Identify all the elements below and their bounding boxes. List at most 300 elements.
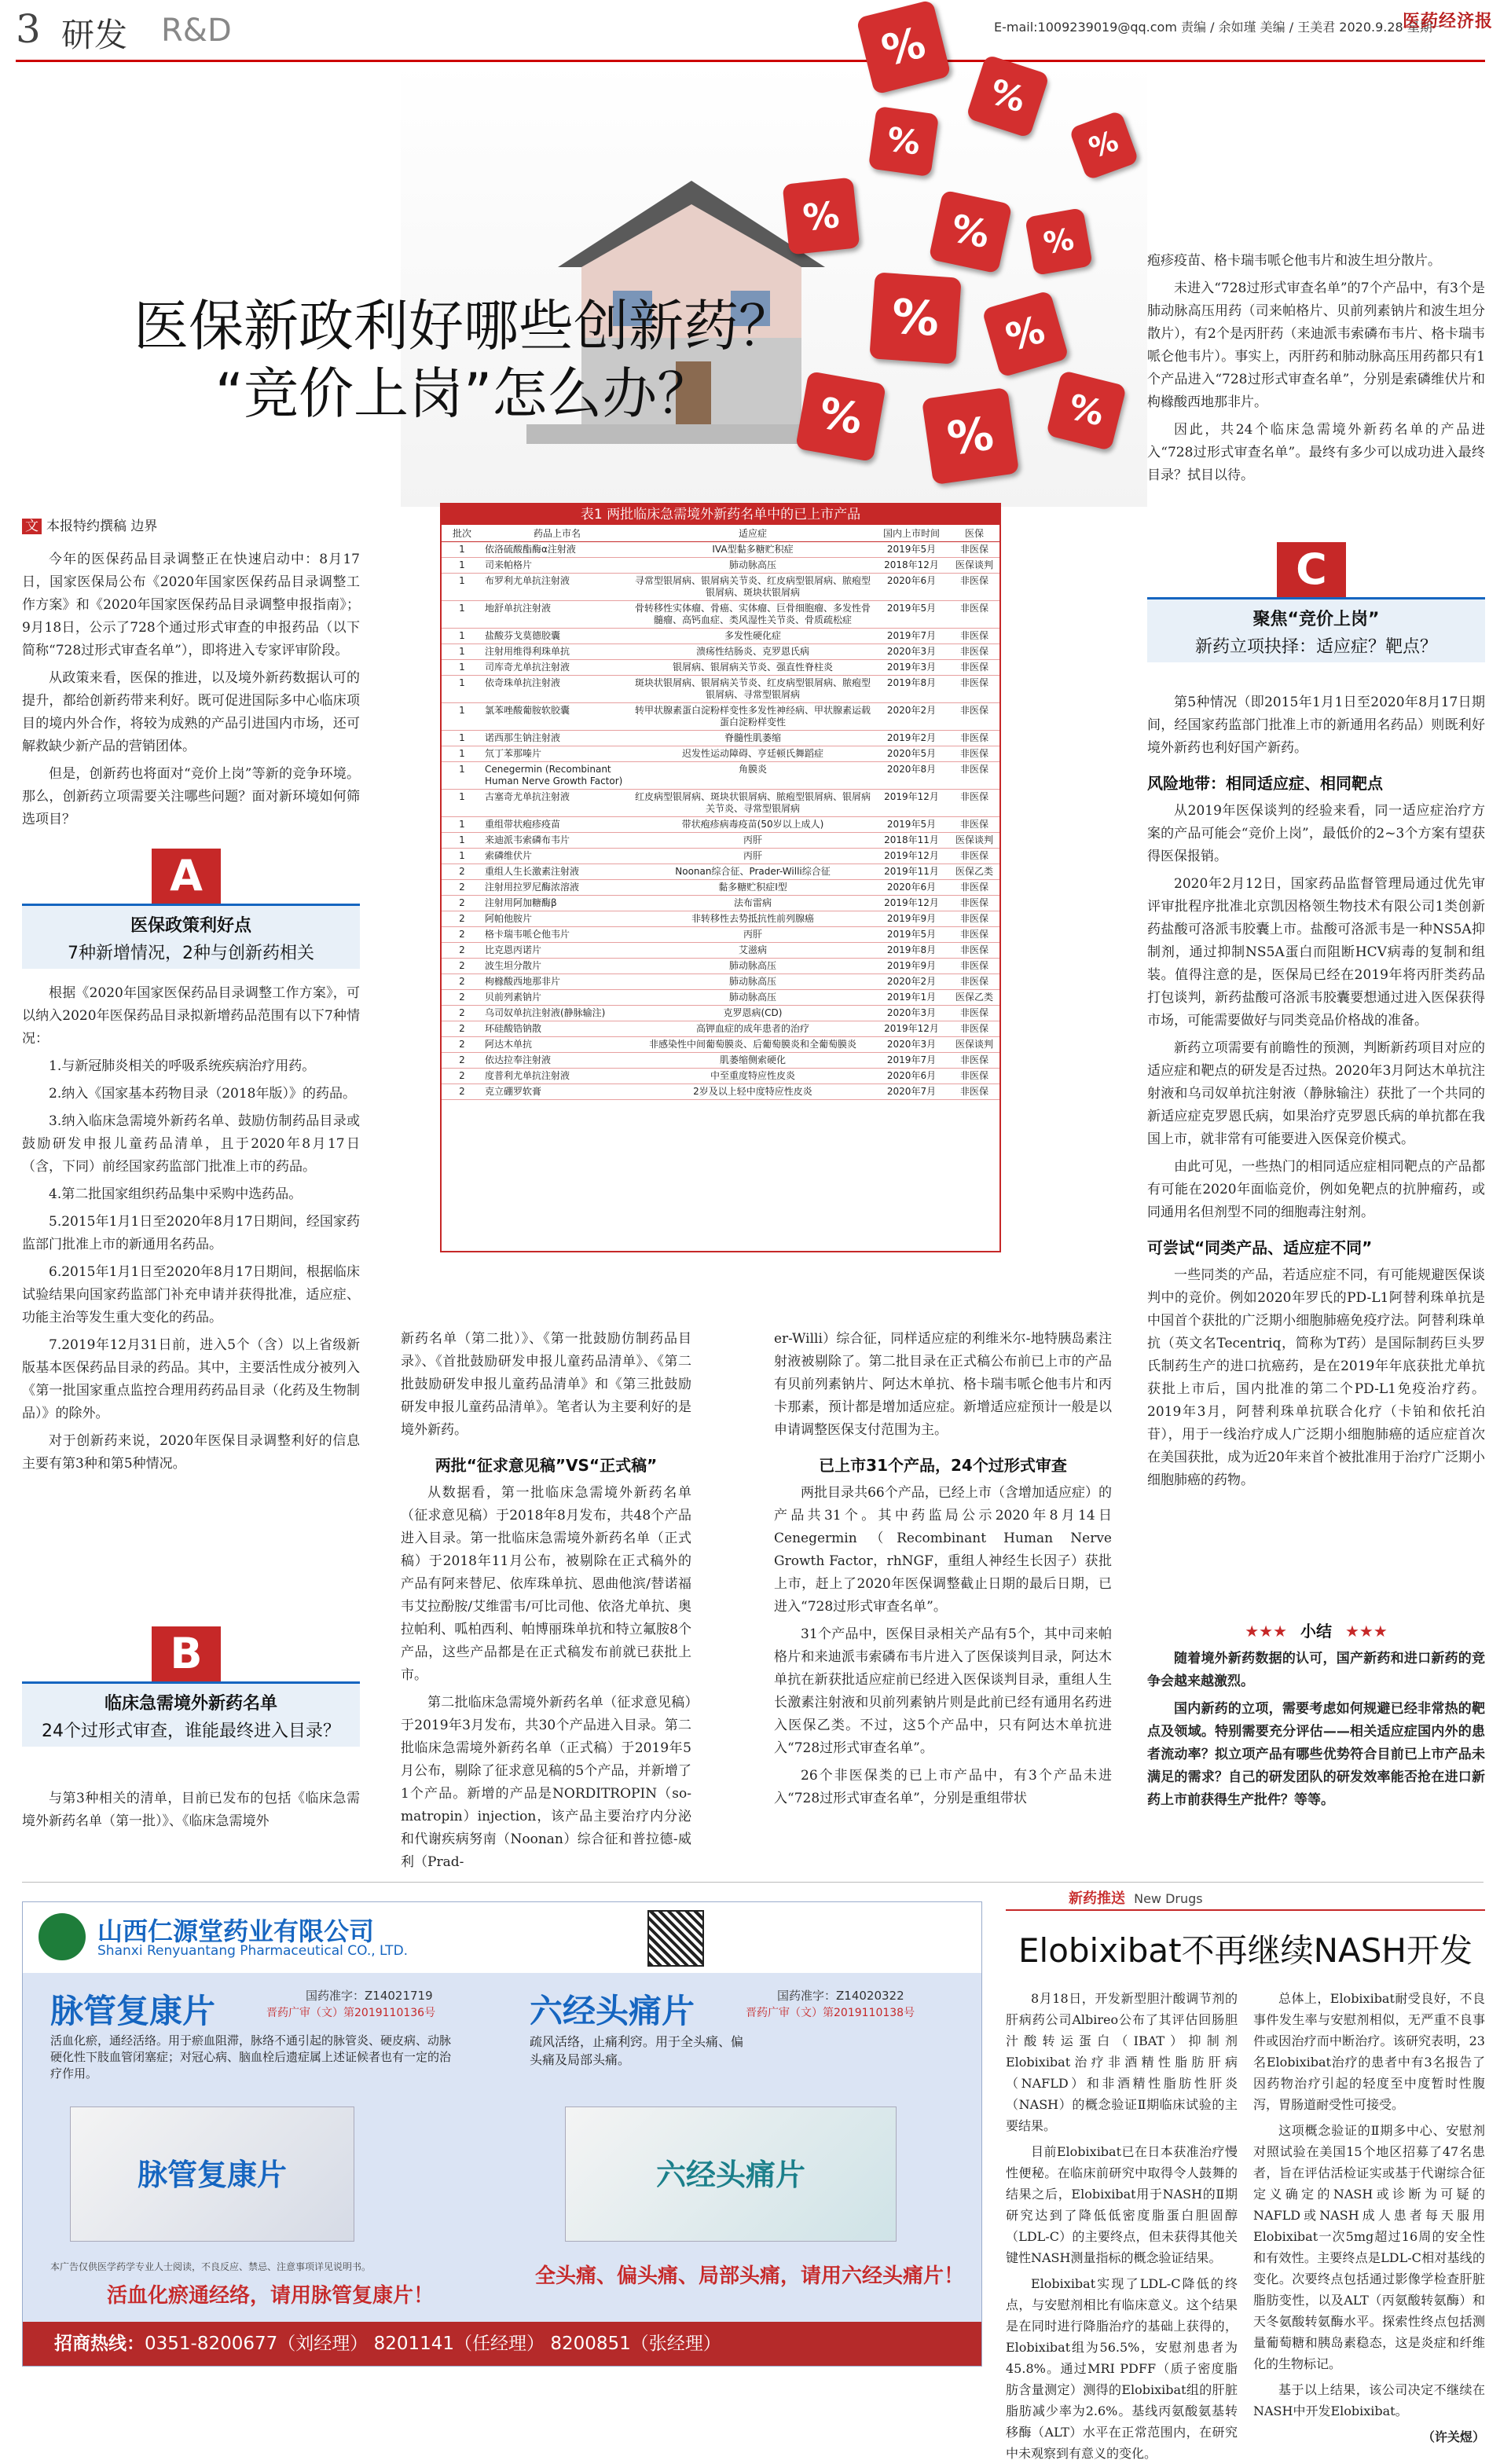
table-cell: 非医保	[949, 574, 999, 601]
table-cell: 2	[442, 1037, 482, 1053]
table-cell: 2	[442, 1053, 482, 1069]
table-cell: 氯苯唑酸葡胺软胶囊	[482, 703, 632, 731]
table-cell: 1	[442, 762, 482, 790]
table-cell: 非医保	[949, 1084, 999, 1100]
subheading: 两批“征求意见稿”VS“正式稿”	[435, 1456, 658, 1475]
table-cell: 骨转移性实体瘤、骨癌、实体瘤、巨骨细胞瘤、多发性骨髓瘤、高钙血症、类风湿性关节炎、骨质疏松症	[632, 601, 874, 629]
table-cell: 2020年5月	[874, 746, 949, 762]
table-row	[442, 676, 999, 703]
table-cell: 重组人生长激素注射液	[482, 864, 632, 880]
table-cell: 2019年5月	[874, 817, 949, 833]
table-cell: 2019年1月	[874, 990, 949, 1006]
table-cell: 2	[442, 959, 482, 974]
table-cell: 2	[442, 896, 482, 911]
table-cell: 2020年8月	[874, 762, 949, 790]
body-paragraph: 根据《2020年国家医保药品目录调整工作方案》，可以纳入2020年医保药品目录拟新增药品范围有以下7种情况：	[22, 985, 360, 1047]
table-header-row	[442, 525, 999, 542]
news-tag-label-en: New Drugs	[1134, 1891, 1203, 1906]
table-cell: 1	[442, 703, 482, 731]
ad-notice: 本广告仅供医学药学专业人士阅读，不良反应、禁忌、注意事项详见说明书。	[50, 2261, 372, 2272]
table-cell: 非医保	[949, 1021, 999, 1037]
table-cell: 医保乙类	[949, 864, 999, 880]
table-cell: 格卡瑞韦哌仑他韦片	[482, 927, 632, 943]
intro-paragraph: 但是，创新药也将面对“竞价上岗”等新的竞争环境。那么，创新药立项需要关注哪些问题？面对新环境如何筛选项目？	[22, 766, 360, 827]
table-cell: 医保谈判	[949, 1037, 999, 1053]
product1-name: 脉管复康片	[50, 1992, 216, 2030]
table-cell: 2020年6月	[874, 1069, 949, 1084]
product2-approval: 国药准字：Z14020322	[777, 1989, 904, 2003]
body-paragraph: 2.纳入《国家基本药物目录（2018年版）》的药品。	[49, 1086, 356, 1102]
page-number: 3	[16, 6, 41, 52]
table-cell: 红皮病型银屑病、斑块状银屑病、脓疱型银屑病、银屑病关节炎、寻常型银屑病	[632, 790, 874, 817]
table-cell: 非医保	[949, 1069, 999, 1084]
table-cell: 阿帕他胺片	[482, 911, 632, 927]
table-row	[442, 1006, 999, 1021]
table-cell: 2018年11月	[874, 833, 949, 849]
table-cell: 非医保	[949, 959, 999, 974]
news-column-1	[1006, 1988, 1238, 2461]
ad-header	[23, 1902, 981, 1973]
table-cell: 司来帕格片	[482, 558, 632, 574]
table-cell: 2020年6月	[874, 880, 949, 896]
table-cell: 2019年12月	[874, 849, 949, 864]
advertisement	[22, 1901, 982, 2367]
table-cell: 重组带状疱疹疫苗	[482, 817, 632, 833]
table-cell: 度普利尤单抗注射液	[482, 1069, 632, 1084]
body-paragraph: 未进入“728过形式审查名单”的7个产品中，有3个是肺动脉高压用药（司来帕格片、贝前列素钠片和波生坦分散片），有2个是丙肝药（来迪派韦索磷布韦片、格卡瑞韦哌仑他韦片）。事实上，丙肝药和肺动脉高压用药都只有1个产品进入“728过形式审查名单”，分别是索磷维伏片和枸橼酸西地那非片。	[1147, 280, 1485, 410]
body-paragraph: 从2019年医保谈判的经验来看，同一适应症治疗方案的产品可能会“竞价上岗”，最低价的2~3个方案有望获得医保报销。	[1147, 803, 1485, 864]
section-c-letter: C	[1277, 542, 1346, 597]
section-c-heading	[1147, 542, 1485, 668]
product2-description: 疏风活络，止痛利窍。用于全头痛、偏头痛及局部头痛。	[530, 2034, 744, 2067]
body-paragraph: 一些同类的产品，若适应症不同，有可能规避医保谈判中的竞价。例如2020年罗氏的PD-L1阿替利珠单抗是中国首个获批的广泛期小细胞肺癌免疫疗法。阿替利珠单抗（英文名Tecentriq，简称为T药）是国际制药巨头罗氏制药生产的进口抗癌药，是在2019年年底获批尤单抗获批上市后，国内批准的第二个PD-L1免疫治疗药。2019年3月，阿替利珠单抗联合化疗（卡铂和依托泊苷），用于一线治疗成人广泛期小细胞肺癌的适应症首次在美国获批，成为近20年来首个被批准用于治疗广泛期小细胞肺癌的药物。	[1147, 1267, 1485, 1488]
table-cell: 2岁及以上轻中度特应性皮炎	[632, 1084, 874, 1100]
table-cell: 转甲状腺素蛋白淀粉样变性多发性神经病、甲状腺素运载蛋白淀粉样变性	[632, 703, 874, 731]
body-paragraph: 第5种情况（即2015年1月1日至2020年8月17日期间，经国家药监部门批准上市的新通用名药品）则既利好境外新药也利好国产新药。	[1147, 695, 1485, 756]
header-rule	[16, 60, 1485, 62]
right-column-top	[1147, 250, 1485, 533]
product1-ad-number: 晋药广审（文）第2019110136号	[266, 2007, 436, 2019]
table-row	[442, 943, 999, 959]
table-row	[442, 911, 999, 927]
section-b-box	[22, 1681, 360, 1747]
product1-box-label: 脉管复康片	[137, 2158, 287, 2192]
table-cell: 1	[442, 660, 482, 676]
table-cell: 丙肝	[632, 833, 874, 849]
section-b-body	[22, 1788, 360, 1850]
table-cell: 1	[442, 558, 482, 574]
title-line2: “竞价上岗”怎么办？	[215, 361, 713, 426]
table-cell: 非感染性中间葡萄膜炎、后葡萄膜炎和全葡萄膜炎	[632, 1037, 874, 1053]
percent-dice-icon: %	[929, 190, 1013, 274]
table-cell: 非医保	[949, 629, 999, 644]
table-cell: 克罗恩病(CD)	[632, 1006, 874, 1021]
percent-dice-icon: %	[856, 0, 951, 95]
body-paragraph: 8月18日，开发新型胆汁酸调节剂的肝病药公司Albireo公布了其评估回肠胆汁酸转运蛋白（IBAT）抑制剂Elobixibat治疗非酒精性脂肪肝病（NAFLD）和非酒精性脂肪性肝炎（NASH）的概念验证Ⅱ期临床试验的主要结果。	[1006, 1991, 1238, 2133]
table-cell: 2019年7月	[874, 629, 949, 644]
table-cell: 1	[442, 629, 482, 644]
body-paragraph: 新药立项需要有前瞻性的预测，判断新药项目对应的适应症和靶点的研发是否过热。2020年3月阿达木单抗注射液和乌司奴单抗注射液（静脉输注）获批了一个共同的新适应症克罗恩氏病，如果治疗克罗恩氏病的单抗都在我国上市，就非常有可能要进入医保竞价模式。	[1147, 1040, 1485, 1147]
table-cell: Noonan综合征、Prader-Willi综合征	[632, 864, 874, 880]
table-row	[442, 762, 999, 790]
section-name-en: R&D	[161, 13, 232, 49]
table-cell: 注射用维得利珠单抗	[482, 644, 632, 660]
body-paragraph: 第二批临床急需境外新药名单（征求意见稿）于2019年3月发布，共30个产品进入目录。第二批临床急需境外新药名单（正式稿）于2019年5月公布，剔除了征求意见稿的5个产品，并新增了1个产品。新增的产品是NORDITROPIN（so-matropin）injection，该产品主要治疗内分泌和代谢疾病努南（Noonan）综合征和普拉德-威利（Prad-	[401, 1695, 691, 1870]
table-row	[442, 817, 999, 833]
table-cell: 2020年3月	[874, 644, 949, 660]
middle-column-2	[774, 1328, 1112, 1846]
table-cell: 角膜炎	[632, 762, 874, 790]
table-cell: 艾滋病	[632, 943, 874, 959]
table-cell: 1	[442, 731, 482, 746]
table-cell: 2	[442, 1084, 482, 1100]
table-cell: 波生坦分散片	[482, 959, 632, 974]
product2-box	[565, 2106, 897, 2242]
table-cell: 丙肝	[632, 927, 874, 943]
section-a-heading	[22, 849, 360, 974]
table-cell: 1	[442, 676, 482, 703]
table-cell: 2019年8月	[874, 676, 949, 703]
table-cell: 脊髓性肌萎缩	[632, 731, 874, 746]
percent-dice-icon: %	[1069, 110, 1139, 181]
product1-box	[70, 2106, 354, 2242]
table-cell: 1	[442, 574, 482, 601]
body-paragraph: 疱疹疫苗、格卡瑞韦哌仑他韦片和波生坦分散片。	[1147, 253, 1441, 269]
table-row	[442, 660, 999, 676]
body-paragraph: 5.2015年1月1日至2020年8月17日期间，经国家药监部门批准上市的新通用名药品。	[22, 1214, 360, 1252]
table-cell: 克立硼罗软膏	[482, 1084, 632, 1100]
subheading: 风险地带：相同适应症、相同靶点	[1147, 774, 1383, 793]
body-paragraph: 新药名单（第二批）》、《第一批鼓励仿制药品目录》、《首批鼓励研发申报儿童药品清单》、《第二批鼓励研发申报儿童药品清单》和《第三批鼓励研发申报儿童药品清单》。笔者认为主要利好的是境外新药。	[401, 1331, 691, 1438]
percent-dice-icon: %	[981, 290, 1069, 377]
table-cell: 2	[442, 974, 482, 990]
table-cell: 2019年9月	[874, 911, 949, 927]
table-cell: 1	[442, 644, 482, 660]
table-cell: 1	[442, 790, 482, 817]
table-cell: 诺西那生钠注射液	[482, 731, 632, 746]
table-cell: 依洛硫酸酯酶α注射液	[482, 542, 632, 558]
body-paragraph: 3.纳入临床急需境外新药名单、鼓励仿制药品目录或鼓励研发申报儿童药品清单，且于2020年8月17日（含，下同）前经国家药监部门批准上市的药品。	[22, 1113, 360, 1175]
table-cell: 斑块状银屑病、银屑病关节炎、红皮病型银屑病、脓疱型银屑病、寻常型银屑病	[632, 676, 874, 703]
table-row	[442, 833, 999, 849]
table-cell: 非医保	[949, 762, 999, 790]
header-info: E-mail:1009239019@qq.com 责编 / 余如瑾 美编 / 王美君 2020.9.28 星期一	[994, 20, 1445, 35]
news-tag-label: 新药推送	[1006, 1887, 1130, 1908]
product1-approval: 国药准字：Z14021719	[306, 1989, 433, 2003]
table-row	[442, 974, 999, 990]
ad-company-name: 山西仁源堂药业有限公司	[97, 1916, 375, 1946]
body-paragraph: 因此，共24个临床急需境外新药名单的产品进入“728过形式审查名单”。最终有多少可以成功进入最终目录？拭目以待。	[1147, 422, 1485, 483]
table-cell: 2019年2月	[874, 731, 949, 746]
table-cell: 1	[442, 746, 482, 762]
percent-dice-icon: %	[783, 178, 860, 255]
body-paragraph: 1.与新冠肺炎相关的呼吸系统疾病治疗用药。	[49, 1058, 316, 1074]
section-c-subtitle: 新药立项抉择：适应症？靶点？	[1194, 637, 1437, 657]
table-cell: 注射用阿加糖酶β	[482, 896, 632, 911]
table-cell: 中至重度特应性皮炎	[632, 1069, 874, 1084]
table-cell: 带状疱疹病毒疫苗(50岁以上成人)	[632, 817, 874, 833]
table-row	[442, 1053, 999, 1069]
table-row	[442, 629, 999, 644]
table-cell: 2	[442, 1069, 482, 1084]
body-paragraph: 4.第二批国家组织药品集中采购中选药品。	[49, 1186, 303, 1202]
company-logo-icon	[39, 1913, 86, 1960]
ad-company-name-en: Shanxi Renyuantang Pharmaceutical CO., LTD.	[97, 1943, 409, 1959]
article-title	[31, 292, 896, 427]
product1-description: 活血化瘀，通经活络。用于瘀血阻滞，脉络不通引起的脉管炎、硬皮病、动脉硬化性下肢血管闭塞症；对冠心病、脑血栓后遗症属上述证候者也有一定的治疗作用。	[50, 2033, 452, 2081]
body-paragraph: Elobixibat实现了LDL-C降低的终点，与安慰剂相比有临床意义。这个结果是在同时进行降脂治疗的基础上获得的，Elobixibat组为56.5%，安慰剂患者为45.8%。通过MRI PDFF（质子密度脂肪含量测定）测得的Elobixibat组的肝脏脂肪减少率为2.6%。基线丙氨酸氨基转移酶（ALT）水平在正常范围内，在研究中未观察到有意义的变化。	[1006, 2276, 1238, 2461]
table-row	[442, 896, 999, 911]
table-cell: 比克恩丙诺片	[482, 943, 632, 959]
star-icon: ★★★	[1245, 1622, 1288, 1641]
table-cell: 非医保	[949, 790, 999, 817]
table-row	[442, 864, 999, 880]
table-cell: 非医保	[949, 927, 999, 943]
table-cell: 2	[442, 927, 482, 943]
table-header-cell: 国内上市时间	[874, 525, 949, 542]
table-cell: 贝前列素钠片	[482, 990, 632, 1006]
table-cell: 高钾血症的成年患者的治疗	[632, 1021, 874, 1037]
hero-illustration	[401, 63, 1147, 507]
table-row	[442, 542, 999, 558]
percent-dice-icon: %	[1046, 370, 1127, 451]
news-column-2	[1253, 1988, 1485, 2444]
table-header-cell: 适应症	[632, 525, 874, 542]
table-cell: 2	[442, 990, 482, 1006]
table-cell: 肌萎缩侧索硬化	[632, 1053, 874, 1069]
table-header-cell: 药品上市名	[482, 525, 632, 542]
product2-box-label: 六经头痛片	[655, 2158, 805, 2192]
table-cell: 肺动脉高压	[632, 959, 874, 974]
table-row	[442, 601, 999, 629]
table-row	[442, 1037, 999, 1053]
newspaper-brand: 医药经济报	[1403, 11, 1494, 31]
table-cell: 非医保	[949, 601, 999, 629]
table-cell: 非医保	[949, 817, 999, 833]
table-header-cell: 医保	[949, 525, 999, 542]
drug-table	[440, 503, 1001, 1252]
body-paragraph: er-Willi）综合征，同样适应症的利维米尔-地特胰岛素注射液被剔除了。第二批目录在正式稿公布前已上市的产品有贝前列素钠片、阿达木单抗、格卡瑞韦哌仑他韦片和丙卡那素，预计都是增加适应症。新增适应症预计一般是以申请调整医保支付范围为主。	[774, 1331, 1112, 1438]
table-cell: 司库奇尤单抗注射液	[482, 660, 632, 676]
table-cell: 肺动脉高压	[632, 974, 874, 990]
table-cell: 2	[442, 911, 482, 927]
section-b-heading	[22, 1626, 360, 1752]
table-cell: 肺动脉高压	[632, 558, 874, 574]
table-row	[442, 746, 999, 762]
table-cell: 乌司奴单抗注射液(静脉输注)	[482, 1006, 632, 1021]
table-cell: 2	[442, 1021, 482, 1037]
body-paragraph: 对于创新药来说，2020年医保目录调整利好的信息主要有第3种和第5种情况。	[22, 1433, 360, 1472]
table-cell: 非医保	[949, 731, 999, 746]
summary-label: 小结	[1300, 1622, 1332, 1641]
table-cell: 非医保	[949, 542, 999, 558]
section-c-title: 聚焦“竞价上岗”	[1252, 610, 1380, 629]
table-cell: 法布雷病	[632, 896, 874, 911]
product2-name: 六经头痛片	[530, 1992, 695, 2030]
summary-box	[1147, 1619, 1485, 1854]
table-cell: 1	[442, 849, 482, 864]
percent-dice-icon: %	[868, 106, 939, 177]
table-cell: 非医保	[949, 943, 999, 959]
body-paragraph: 由此可见，一些热门的相同适应症相同靶点的产品都有可能在2020年面临竞价，例如免靶点的抗肿瘤药，或同通用名但剂型不同的细胞毒注射剂。	[1147, 1159, 1485, 1220]
table-cell: 氘丁苯那嗪片	[482, 746, 632, 762]
table-cell: 来迪派韦索磷布韦片	[482, 833, 632, 849]
section-a-subtitle: 7种新增情况，2种与创新药相关	[68, 944, 314, 963]
section-name: 研发	[61, 16, 128, 54]
table-cell: 多发性硬化症	[632, 629, 874, 644]
table-row	[442, 703, 999, 731]
table-cell: 非医保	[949, 974, 999, 990]
title-line1: 医保新政利好哪些创新药？	[134, 294, 794, 358]
section-c-box	[1147, 597, 1485, 662]
table-cell: 非转移性去势抵抗性前列腺癌	[632, 911, 874, 927]
percent-dice-icon: %	[922, 387, 1019, 485]
percent-dice-icon: %	[1025, 207, 1093, 276]
body-paragraph: 这项概念验证的Ⅱ期多中心、安慰剂对照试验在美国15个地区招募了47名患者，旨在评估活检证实或基于代谢综合征定义确定的NASH或诊断为可疑的NAFLD或NASH成人患者每天服用Elobixibat一次5mg超过16周的安全性和有效性。主要终点是LDL-C相对基线的变化。次要终点包括通过影像学检查肝脏脂肪变性，以及ALT（丙氨酸转氨酶）和天冬氨酸转氨酶水平。探索性终点包括测量葡萄糖和胰岛素稳态，这是炎症和纤维化的生物标记。	[1253, 2123, 1485, 2371]
body-paragraph: 与第3种相关的清单，目前已发布的包括《临床急需境外新药名单（第一批）》、《临床急需境外	[22, 1791, 360, 1829]
table-cell: 注射用拉罗尼酶浓溶液	[482, 880, 632, 896]
byline: 文 本报特约撰稿 边界	[22, 515, 360, 534]
table-row	[442, 644, 999, 660]
summary-paragraph: 随着境外新药数据的认可，国产新药和进口新药的竞争会越来越激烈。	[1147, 1651, 1485, 1689]
table-cell: 2020年2月	[874, 703, 949, 731]
body-paragraph: 从数据看，第一批临床急需境外新药名单（征求意见稿）于2018年8月发布，共48个产品进入目录。第一批临床急需境外新药名单（正式稿）于2018年11月公布，被剔除在正式稿外的产品有阿来替尼、依库珠单抗、恩曲他滨/替诺福韦艾拉酚胺/艾维雷韦/可比司他、依洛尤单抗、奥拉帕利、呱柏西利、帕博丽珠单抗和特立氟胺8个产品，这些产品都是在正式稿发布前就已获批上市。	[401, 1485, 691, 1683]
table-cell: 2	[442, 880, 482, 896]
table-cell: Cenegermin (Recombinant Human Nerve Growth Factor)	[482, 762, 632, 790]
section-b-letter: B	[152, 1626, 221, 1681]
section-b-subtitle: 24个过形式审查，谁能最终进入目录？	[42, 1722, 340, 1741]
table-cell: 2	[442, 943, 482, 959]
table-grid	[442, 525, 999, 1100]
body-paragraph: 26个非医保类的已上市产品中，有3个产品未进入“728过形式审查名单”，分别是重组带状	[774, 1768, 1112, 1806]
news-tag	[1006, 1887, 1485, 1911]
table-row	[442, 558, 999, 574]
table-cell: 2019年5月	[874, 601, 949, 629]
table-cell: 非医保	[949, 880, 999, 896]
table-cell: 溃疡性结肠炎、克罗恩氏病	[632, 644, 874, 660]
table-cell: 2018年12月	[874, 558, 949, 574]
table-row	[442, 574, 999, 601]
subheading: 已上市31个产品，24个过形式审查	[819, 1456, 1067, 1475]
table-cell: 1	[442, 542, 482, 558]
table-cell: 2020年7月	[874, 1084, 949, 1100]
table-cell: 黏多糖贮积症I型	[632, 880, 874, 896]
body-paragraph: 基于以上结果，该公司决定不继续在NASH中开发Elobixibat。	[1253, 2382, 1485, 2418]
table-cell: 医保谈判	[949, 558, 999, 574]
table-cell: 盐酸芬戈莫德胶囊	[482, 629, 632, 644]
table-cell: 非医保	[949, 896, 999, 911]
table-cell: 丙肝	[632, 849, 874, 864]
news-title: Elobixibat不再继续NASH开发	[1018, 1931, 1472, 1970]
hotline-label: 招商热线：	[54, 2334, 145, 2354]
body-paragraph: 31个产品中，医保目录相关产品有5个，其中司来帕格片和来迪派韦索磷布韦片进入了医保谈判目录，阿达木单抗在新获批适应症前已经进入医保谈判目录，重组人生长激素注射液和贝前列素钠片则是此前已经有通用名药进入医保乙类。不过，这5个产品中，只有阿达木单抗进入“728过形式审查名单”。	[774, 1626, 1112, 1756]
table-cell: 医保谈判	[949, 833, 999, 849]
table-row	[442, 880, 999, 896]
table-cell: 非医保	[949, 911, 999, 927]
middle-column-1	[401, 1328, 691, 1870]
table-cell: 2019年9月	[874, 959, 949, 974]
table-cell: 非医保	[949, 676, 999, 703]
table-row	[442, 959, 999, 974]
star-icon: ★★★	[1344, 1622, 1388, 1641]
table-cell: 非医保	[949, 644, 999, 660]
table-cell: 地舒单抗注射液	[482, 601, 632, 629]
table-cell: 依奇珠单抗注射液	[482, 676, 632, 703]
table-row	[442, 790, 999, 817]
intro-paragraph: 今年的医保药品目录调整正在快速启动中：8月17日，国家医保局公布《2020年国家医保药品目录调整工作方案》和《2020年国家医保药品目录调整申报指南》；9月18日，公示了728个通过形式审查的申报药品（以下简称“728过形式审查名单”），即将进入专家评审阶段。	[22, 552, 360, 658]
intro-paragraph: 从政策来看，医保的推进，以及境外新药数据认可的提升，都给创新药带来利好。既可促进国际多中心临床项目的境内外合作，将较为成熟的产品引进国内市场，还可解救缺少新产品的营销团体。	[22, 670, 360, 754]
table-row	[442, 849, 999, 864]
body-paragraph: 总体上，Elobixibat耐受良好，不良事件发生率与安慰剂相似，无严重不良事件或因治疗而中断治疗。该研究表明，23名Elobixibat治疗的患者中有3名报告了因药物治疗引起的轻度至中度暂时性腹泻，胃肠道耐受性可接受。	[1253, 1991, 1485, 2112]
section-b-title: 临床急需境外新药名单	[104, 1694, 277, 1714]
body-paragraph: 目前Elobixibat已在日本获准治疗慢性便秘。在临床前研究中取得令人鼓舞的结果之后，Elobixibat用于NASH的Ⅱ期研究达到了降低低密度脂蛋白胆固醇（LDL-C）的主要终点，但未获得其他关键性NASH测量指标的概念验证结果。	[1006, 2144, 1238, 2265]
table-cell: 2020年6月	[874, 574, 949, 601]
summary-paragraph: 国内新药的立项，需要考虑如何规避已经非常热的靶点及领域。特别需要充分评估——相关适应症国内外的患者流动率？拟立项产品有哪些优势符合目前已上市产品未满足的需求？自己的研发团队的研发效率能否抢在进口新药上市前获得生产批件？等等。	[1147, 1701, 1485, 1808]
subheading: 可尝试“同类产品、适应症不同”	[1147, 1238, 1373, 1257]
table-cell: 非医保	[949, 746, 999, 762]
table-cell: 阿达木单抗	[482, 1037, 632, 1053]
table-cell: 古塞奇尤单抗注射液	[482, 790, 632, 817]
table-cell: 迟发性运动障碍、亨廷顿氏舞蹈症	[632, 746, 874, 762]
table-cell: 枸橼酸西地那非片	[482, 974, 632, 990]
table-cell: 2020年3月	[874, 1037, 949, 1053]
table-cell: 2019年5月	[874, 542, 949, 558]
ad-footer	[23, 2322, 981, 2366]
product1-slogan: 活血化瘀通经络，请用脉管复康片！	[106, 2284, 434, 2308]
table-row	[442, 1069, 999, 1084]
body-paragraph: 6.2015年1月1日至2020年8月17日期间，根据临床试验结果向国家药监部门补充申请并获得批准，适应症、功能主治等发生重大变化的药品。	[22, 1264, 360, 1326]
table-cell: 非医保	[949, 1053, 999, 1069]
product2-ad-number: 晋药广审（文）第2019110138号	[746, 2007, 915, 2019]
table-row	[442, 990, 999, 1006]
summary-heading	[1147, 1619, 1485, 1641]
table-cell: 2020年3月	[874, 1006, 949, 1021]
table-cell: 2	[442, 864, 482, 880]
table-header-cell: 批次	[442, 525, 482, 542]
table-cell: 2019年3月	[874, 660, 949, 676]
table-cell: 1	[442, 601, 482, 629]
section-a-box	[22, 904, 360, 969]
table-cell: 2	[442, 1006, 482, 1021]
table-cell: 布罗利尤单抗注射液	[482, 574, 632, 601]
table-cell: IVA型黏多糖贮积症	[632, 542, 874, 558]
qr-code-icon	[647, 1910, 704, 1967]
body-paragraph: 7.2019年12月31日前，进入5个（含）以上省级新版基本医保药品目录的药品。其中，主要活性成分被列入《第一批国家重点监控合理用药药品目录（化药及生物制品）》的除外。	[22, 1337, 360, 1421]
section-a-body	[22, 982, 360, 1476]
intro	[22, 548, 360, 831]
table-cell: 非医保	[949, 660, 999, 676]
table-cell: 非医保	[949, 849, 999, 864]
table-cell: 依达拉奉注射液	[482, 1053, 632, 1069]
table-cell: 肺动脉高压	[632, 990, 874, 1006]
right-column-body	[1147, 691, 1485, 1721]
table-cell: 2019年5月	[874, 927, 949, 943]
table-cell: 2019年8月	[874, 943, 949, 959]
section-a-letter: A	[152, 849, 221, 904]
table-cell: 2019年12月	[874, 1021, 949, 1037]
product2-slogan: 全头痛、偏头痛、局部头痛，请用六经头痛片！	[534, 2264, 964, 2288]
table-cell: 1	[442, 833, 482, 849]
table-cell: 2019年11月	[874, 864, 949, 880]
bottom-divider	[22, 1882, 1483, 1883]
table-cell: 寻常型银屑病、银屑病关节炎、红皮病型银屑病、脓疱型银屑病、斑块状银屑病	[632, 574, 874, 601]
table-cell: 环硅酸锆钠散	[482, 1021, 632, 1037]
table-row	[442, 1021, 999, 1037]
table-cell: 2020年2月	[874, 974, 949, 990]
body-paragraph: 2020年2月12日，国家药品监督管理局通过优先审评审批程序批准北京凯因格领生物技术有限公司1类创新药盐酸可洛派韦胶囊上市。盐酸可洛派韦是一种NS5A抑制剂，通过抑制NS5A蛋白而阻断HCV病毒的复制和组装。值得注意的是，医保局已经在2019年将丙肝类药品打包谈判，新药盐酸可洛派韦胶囊要想通过进入医保获得市场，可能需要做好与同类竞品价格战的准备。	[1147, 876, 1485, 1028]
table-cell: 2019年12月	[874, 790, 949, 817]
hotline-numbers: 0351-8200677（刘经理） 8201141（任经理） 8200851（张经理）	[145, 2334, 721, 2354]
